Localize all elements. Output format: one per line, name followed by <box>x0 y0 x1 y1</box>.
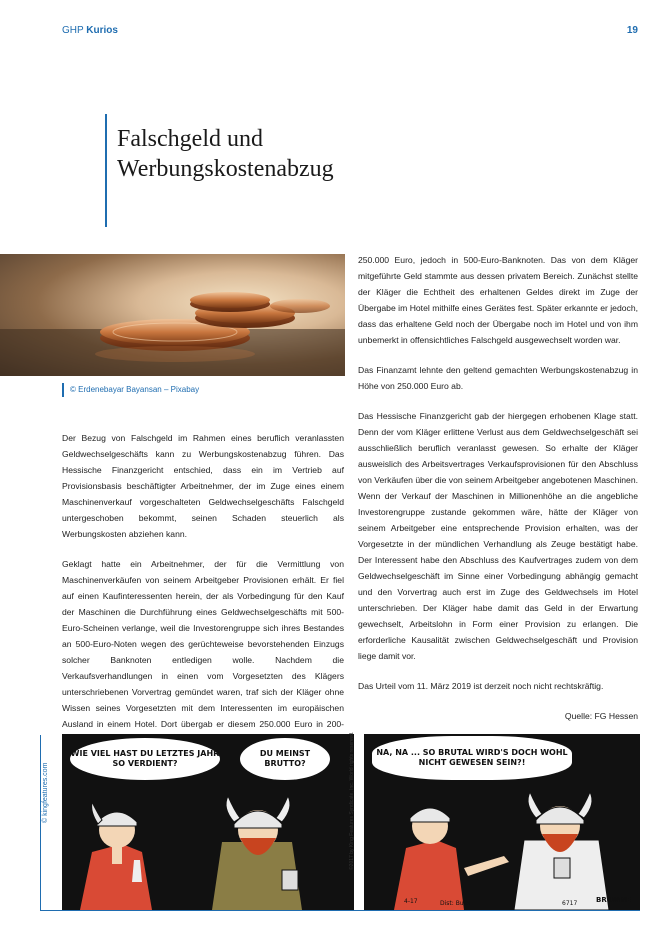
left-column <box>62 430 344 762</box>
image-caption: © Erdenebayar Bayansan – Pixabay <box>62 383 350 397</box>
comic-panel-right <box>364 734 640 910</box>
comic-side-rule <box>40 735 41 911</box>
title-accent-bar <box>105 114 107 227</box>
comic-distributor: Dist: Bulls <box>440 900 471 907</box>
title-line-1: Falschgeld und <box>117 126 263 152</box>
brand-prefix: GHP <box>62 25 84 36</box>
page-header <box>62 25 638 41</box>
paragraph: Der Bezug von Falschgeld im Rahmen eines beruflich veranlassten Geldwechselgeschäfts kann zu Werbungskostenabzug führen. Das Hessische Finanzgericht entschied, dass ein im Vertrieb auf Provisionsbasis beschäftigter Arbeitnehmer, der im Zuge eines einem Maschinenverkauf vorgeschalteten Geldwechselgeschäfts Falschgeld untergeschoben bekommt, seinen Schaden steuerlich als Werbungskosten abziehen kann. <box>62 433 344 539</box>
paragraph: 250.000 Euro, jedoch in 500-Euro-Banknoten. Das von dem Kläger mitgeführte Geld stammte aus dessen privatem Bereich. Zunächst stellte der Kläger die Echtheit des erhaltenen Geldes direkt im Zuge der Übergabe im Hotel mithilfe eines Gerätes fest. Später erkannte er jedoch, dass das erhaltene Geld noch der Übergabe noch im Hotel und von ihm unbemerkt in offensichtliches Falschgeld ausgewechselt worden war. <box>358 255 638 345</box>
paragraph: Das Urteil vom 11. März 2019 ist derzeit noch nicht rechtskräftig. <box>358 681 604 691</box>
comic-panel-left <box>62 731 355 910</box>
title-line-2: Werbungskostenabzug <box>117 156 334 182</box>
page-number: 19 <box>626 25 638 36</box>
paragraph: Das Finanzamt lehnte den geltend gemachten Werbungskostenabzug in Höhe von 250.000 Euro ab. <box>358 365 638 391</box>
coins-illustration <box>0 254 345 376</box>
comic-bottom-rule <box>40 910 640 911</box>
speech-bubble: NA, NA ... SO BRUTAL WIRD'S DOCH WOHL NICHT GEWESEN SEIN?! <box>372 736 572 780</box>
coins-photo <box>0 254 345 376</box>
speech-bubble: WIE VIEL HAST DU LETZTES JAHR SO VERDIENT? <box>70 738 220 780</box>
speech-bubble: DU MEINST BRUTTO? <box>240 738 330 780</box>
brand-name: Kurios <box>86 25 118 36</box>
comic-credit-right: ©2017 by King Features Syndicate, Inc. World rights reserved. <box>349 731 355 870</box>
viking-characters <box>364 778 640 910</box>
magazine-brand <box>62 25 118 36</box>
comic-code: 6717 <box>562 900 578 907</box>
comic-signature: BROWNE <box>596 896 632 904</box>
paragraph: Geklagt hatte ein Arbeitnehmer, der für die Vermittlung von Maschinenverkäufen von seinem Arbeitgeber Provisionen erhält. Er fiel auf einen Kaufinteressenten herein, der als Vorbedingung für den Kauf der Maschinen die Durchführung eines Geldwechselgeschäfts mit 500-Euro-Scheinen verlange, weil die Investorengruppe sich ihres Bestandes an 500-Euro-Noten wegen des gerüchteweise bevorstehenden Einzugs solcher Banknoten entledigen wolle. Nachdem die Verkaufsverhandlungen in einen vom Vorgesetzten des Klägers unterschriebenen Vorvertrag gemündet waren, traf sich der Kläger ohne Wissen seines Vorgesetzten mit dem Interessenten im europäischen Ausland in einem Hotel. Dort übergab er diesem 250.000 Euro in 200- <box>62 559 344 729</box>
paragraph: Das Hessische Finanzgericht gab der hiergegen erhobenen Klage statt. Denn der vom Kläger erlittene Verlust aus dem Geldwechselgeschäft sei ausschließlich beruflich veranlasst gewesen. So erhalte der Kläger ausweislich des Arbeitsvertrages Verkaufsprovisionen für den Abschluss von Verkäufen über die von seinem Arbeitgeber angebotenen Maschinen. Wenn der Verkauf der Maschinen in Millionenhöhe an die angebliche Investorengruppe zustande gekommen wäre, hätte der Kläger von seinem Arbeitgeber eine entsprechende Provision erhalten, was der Vorgesetzte in der mündlichen Verhandlung als Zeuge bestätigt habe. Der Interessent habe den Abschluss des Kaufvertrages zudem von dem Geldwechselgeschäft im Sinne einer Vorbedingung abhängig gemacht und den Vorvertrag auch erst im Zuge des Geldwechsels im Hotel unterschrieben. Der Kläger habe damit das Geld in der Erwartung gewechselt, Arbeitslohn in Form einer Provision zu erlangen. Die erforderliche Kausalität zwischen Geldwechselgeschäft und Provision liege damit vor. <box>358 411 638 661</box>
comic-credit-left: © kingfeatures.com <box>42 762 49 823</box>
viking-characters <box>62 782 354 910</box>
source-line: Quelle: FG Hessen <box>564 711 638 721</box>
comic-date-stamp: 4-17 <box>404 898 418 905</box>
right-column <box>358 252 638 738</box>
article-title <box>117 124 334 184</box>
